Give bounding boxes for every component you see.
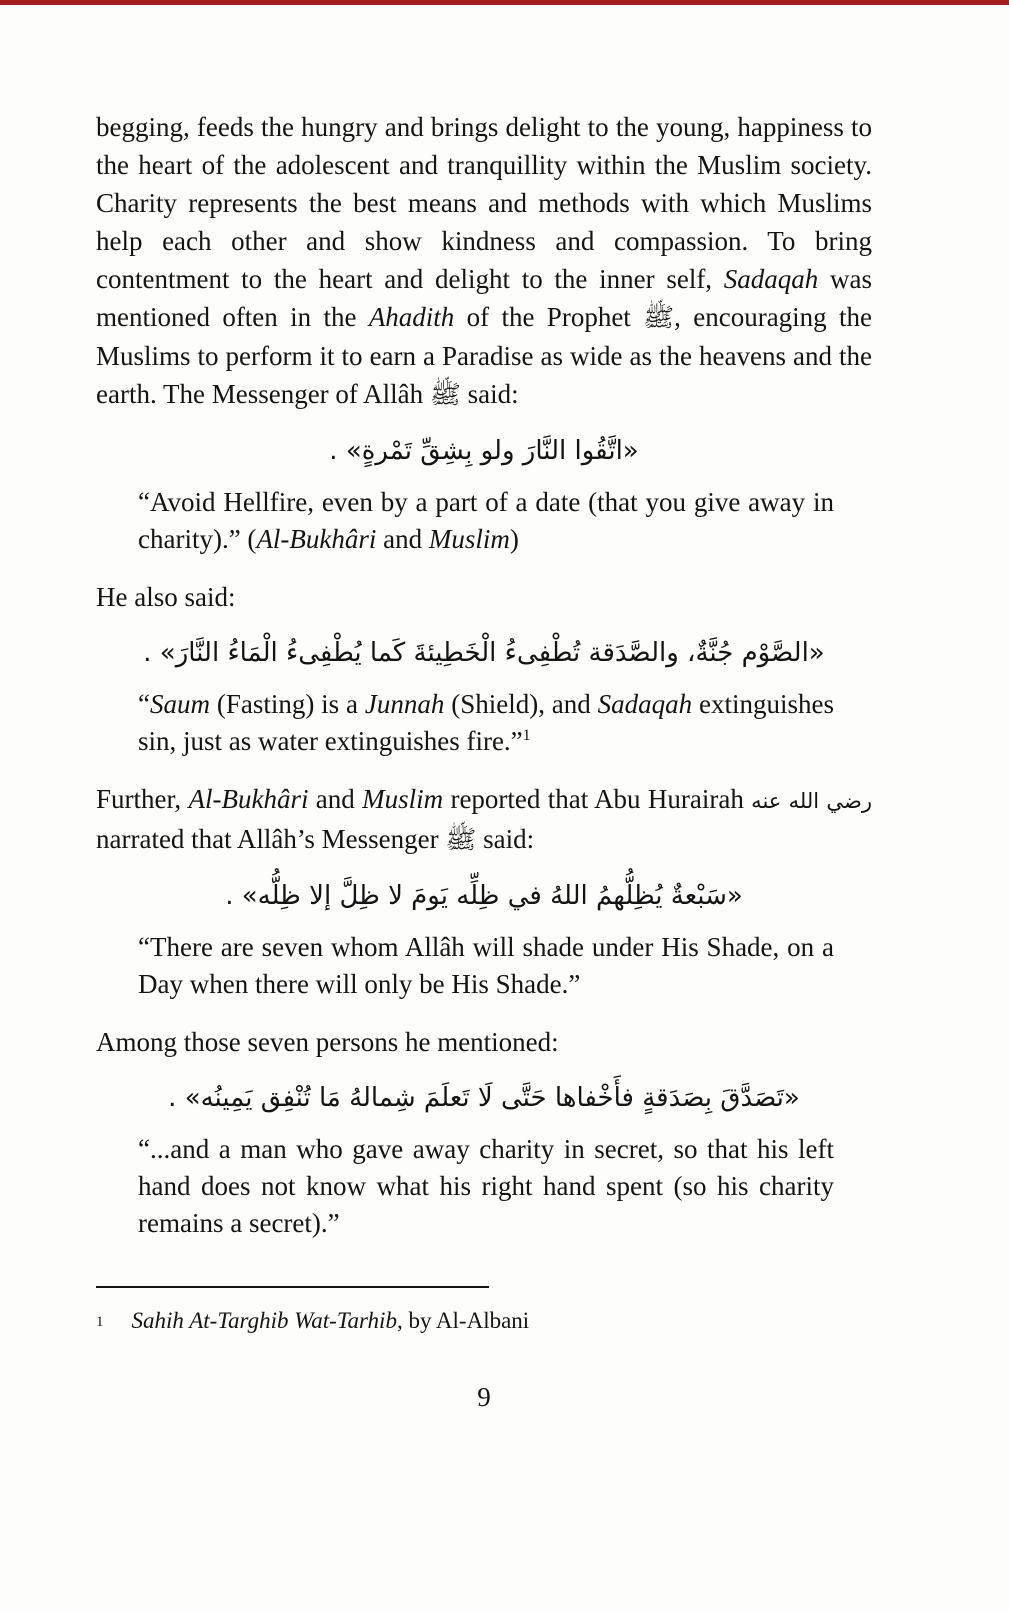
arabic-hadith-4: «تَصَدَّقَ بِصَدَقةٍ فأَخْفاها حَتَّى لَا تَعلَمَ شِمالهُ مَا تُنْفِق يَمِينُه» .: [168, 1083, 800, 1113]
paragraph-text: reported that Abu Hurairah: [443, 784, 752, 814]
paragraph-text: narrated that Allâh’s Messenger: [96, 824, 446, 854]
footnote-divider: [96, 1286, 489, 1288]
hadith-translation-1: [138, 484, 834, 558]
source-al-bukhari: Al-Bukhâri: [256, 524, 377, 554]
arabic-hadith-1: «اتَّقُوا النَّارَ ولو بِشِقِّ تَمْرةٍ» .: [329, 436, 639, 466]
quote-text: (Shield), and: [444, 689, 598, 719]
paragraph-text: , encouraging the Muslims to perform it to earn a Paradise as wide as the heavens and the earth. The Messenger of Allâh: [96, 302, 873, 409]
paragraph-text: said:: [460, 379, 519, 409]
text-block: [96, 108, 872, 1413]
quote-text: extinguishes sin, just as water extinguishes fire.”: [138, 689, 834, 756]
quote-text: “: [138, 689, 150, 719]
footnote: [96, 1306, 872, 1336]
paragraph-text: was mentioned often in the: [96, 264, 872, 332]
source-al-bukhari: Al-Bukhâri: [188, 784, 309, 814]
italic-term-sadaqah: Sadaqah: [723, 264, 819, 294]
hadith-translation-2: [138, 686, 834, 760]
body-paragraph-1: [96, 108, 872, 414]
salawat-symbol: ﷺ: [445, 825, 477, 855]
italic-term-sadaqah: Sadaqah: [597, 689, 693, 719]
body-paragraph-3: [96, 780, 872, 859]
salawat-symbol: ﷺ: [643, 303, 675, 333]
arabic-hadith-3: «سَبْعةٌ يُظِلُّهمُ اللهُ في ظِلِّه يَومَ لا ظِلَّ إلا ظِلُّه» .: [225, 881, 743, 911]
scan-edge-artifact: [0, 0, 1009, 5]
body-paragraph-4: Among those seven persons he mentioned:: [96, 1027, 559, 1057]
radiallahu-anhu-text: رضي الله عنه: [751, 788, 872, 813]
salawat-symbol: ﷺ: [429, 380, 461, 410]
footnote-marker: 1: [96, 1314, 104, 1330]
hadith-translation-3: “There are seven whom Allâh will shade under His Shade, on a Day when there will only be His Shade.”: [138, 932, 834, 999]
quote-text: (Fasting) is a: [209, 689, 365, 719]
page-number: 9: [477, 1382, 491, 1412]
source-muslim: Muslim: [428, 524, 510, 554]
footnote-author: , by Al-Albani: [396, 1308, 530, 1333]
footnote-book-title: Sahih At-Targhib Wat-Tarhib: [131, 1308, 397, 1333]
footnote-text: [132, 1306, 530, 1336]
italic-term-saum: Saum: [149, 689, 210, 719]
arabic-hadith-2: «الصَّوْم جُنَّةٌ، والصَّدَقة تُطْفِىءُ الْخَطِيئةَ كَما يُطْفِىءُ الْمَاءُ النَّارَ» .: [143, 638, 825, 668]
italic-term-ahadith: Ahadith: [368, 302, 455, 332]
quote-text: and: [376, 524, 429, 554]
paragraph-text: said:: [476, 824, 535, 854]
paragraph-text: Further,: [96, 784, 189, 814]
paragraph-text: begging, feeds the hungry and brings delight to the young, happiness to the heart of the adolescent and tranquillity within the Muslim society. Charity represents the best means and methods with which Muslims help each other and show kindness and compassion. To bring contentment to the heart and delight to the inner self,: [96, 112, 872, 294]
quote-text: “Avoid Hellfire, even by a part of a date (that you give away in charity).” (: [138, 487, 834, 554]
source-muslim: Muslim: [362, 784, 444, 814]
body-paragraph-2: He also said:: [96, 582, 236, 612]
hadith-translation-4: “...and a man who gave away charity in secret, so that his left hand does not know what his right hand spent (so his charity remains a secret).”: [138, 1134, 834, 1238]
italic-term-junnah: Junnah: [364, 689, 445, 719]
footnote-reference-1: 1: [522, 727, 531, 744]
paragraph-text: and: [308, 784, 363, 814]
paragraph-text: of the Prophet: [454, 302, 644, 332]
quote-text: ): [509, 524, 519, 554]
